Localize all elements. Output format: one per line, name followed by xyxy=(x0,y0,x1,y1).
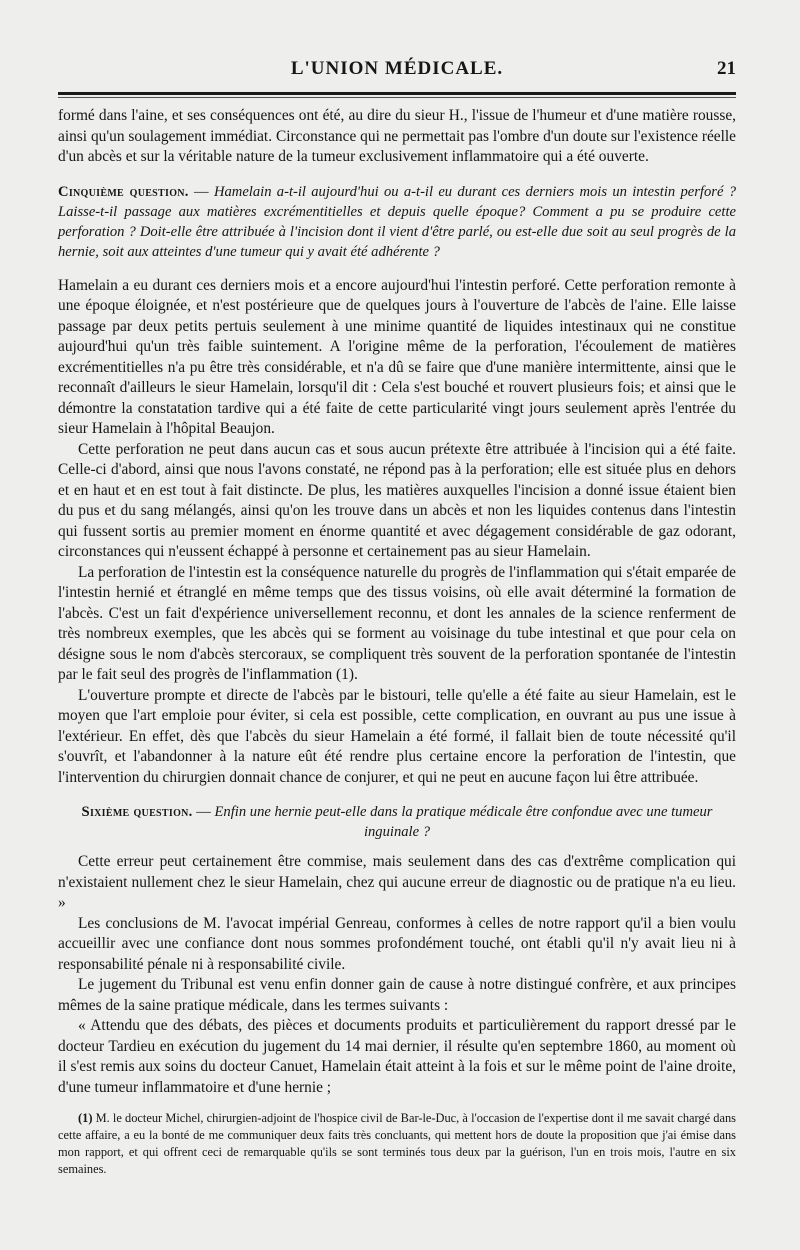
paragraph-incision: Cette perforation ne peut dans aucun cas et sous aucun prétexte être attribuée à l'incision qui a été faite. Celle-ci d'abord, ainsi que nous l'avons constaté, ne répond pas à la perforation; elle est située plus en dehors et en haut et en est tout à fait distincte. De plus, les matières auxquelles l'incision a donné issue étaient bien du pus et du sang mélangés, ainsi qu'on les trouve dans un abcès et non les liquides contenus dans l'intestin qui fussent sortis au premier moment en énorme quantité et avec dégagement considérable de gaz odorant, circonstances qui n'eussent échappé à personne et certainement pas au sieur Hamelain. xyxy=(58,440,736,560)
question-six-dash: — xyxy=(192,804,215,820)
footnote-mark: (1) xyxy=(78,1111,93,1125)
question-five-dash: — xyxy=(188,183,214,200)
header-rule-thin xyxy=(58,97,736,98)
paragraph-erreur: Cette erreur peut certainement être commise, mais seulement dans des cas d'extrême complication qui n'existaient nullement chez le sieur Hamelain, chez qui aucune erreur de diagnostic ou de pratique n'a eu lieu. » xyxy=(58,853,736,911)
question-six-label: Sixième question. xyxy=(81,804,193,820)
running-title: L'UNION MÉDICALE. xyxy=(290,58,504,79)
page-number: 21 xyxy=(717,58,736,79)
paragraph-bistouri: L'ouverture prompte et directe de l'abcès par le bistouri, telle qu'elle a été faite au sieur Hamelain, est le moyen que l'art emploie pour éviter, si cela est possible, cette complication, en ouvrant au pus une issue à l'extérieur. En effet, dès que l'abcès du sieur Hamelain a été formé, il fallait bien de toute nécessité qu'il s'ouvrît, et l'abandonner à la nature eût été rendre plus certaine encore la perforation de l'intestin, que l'intervention du chirurgien donnait chance de conjurer, et qui ne peut en aucune façon lui être attribuée. xyxy=(58,686,736,786)
paragraph-conclusions: Les conclusions de M. l'avocat impérial Genreau, conformes à celles de notre rapport qu'il a bien voulu accueillir avec une confiance dont nous sommes profondément touché, ont établi qu'il n'y avait lieu ni à responsabilité pénale ni à responsabilité civile. xyxy=(58,914,736,973)
page-header xyxy=(58,58,736,86)
paragraph-attendu: « Attendu que des débats, des pièces et documents produits et particulièrement du rapport dressé par le docteur Tardieu en exécution du jugement du 14 mai dernier, il résulte qu'en septembre 1860, au moment où il s'est remis aux soins du docteur Canuet, Hamelain était atteint à la fois et sur le même point de l'aine droite, d'une tumeur inflammatoire et d'une hernie ; xyxy=(58,1017,736,1096)
question-six xyxy=(58,802,736,842)
body-text xyxy=(58,106,736,1178)
paragraph-continuation: formé dans l'aine, et ses conséquences ont été, au dire du sieur H., l'issue de l'humeur et d'une matière rousse, ainsi qu'un soulagement immédiat. Circonstance qui ne permettait pas l'ombre d'un doute sur l'existence réelle d'un abcès et sur la véritable nature de la tumeur exclusivement inflammatoire qui a été ouverte. xyxy=(58,107,736,165)
paragraph-jugement: Le jugement du Tribunal est venu enfin donner gain de cause à notre distingué confrère, et aux principes mêmes de la saine pratique médicale, dans les termes suivants : xyxy=(58,976,736,1014)
footnote xyxy=(58,1110,736,1178)
paragraph-inflammation: La perforation de l'intestin est la conséquence naturelle du progrès de l'inflammation qui s'était emparée de l'intestin hernié et étranglé en même temps que des tissus voisins, où elle avait déterminé la formation de l'abcès. C'est un fait d'expérience universellement reconnu, et dont les annales de la science renferment de très nombreux exemples, que les abcès qui se forment au voisinage du tube intestinal et que pour cela on désigne sous le nom d'abcès stercoraux, se compliquent très souvent de la perforation spontanée de l'intestin par le fait seul des progrès de l'inflammation (1). xyxy=(58,563,736,683)
paragraph-perforation: Hamelain a eu durant ces derniers mois et a encore aujourd'hui l'intestin perforé. Cette perforation remonte à une époque éloignée, et n'est postérieure que de quelques jours à l'ouverture de l'abcès de l'aine. Elle laisse passage par deux petits pertuis seulement à une minime quantité de liquides intestinaux qui ne constitue aujourd'hui qu'un très faible suintement. A l'origine même de la perforation, l'écoulement de matières excrémentitielles n'a pu être très considérable, et n'a dû se faire que d'une manière intermittente, ainsi que le reconnaît d'ailleurs le sieur Hamelain, lorsqu'il dit : Cela s'est bouché et rouvert plusieurs fois; et ainsi que le démontre la constatation tardive qui a été faite de cette particularité vingt jours seulement après l'entrée du sieur Hamelain à l'hôpital Beaujon. xyxy=(58,276,736,437)
question-five xyxy=(58,182,736,262)
question-five-text: Hamelain a-t-il aujourd'hui ou a-t-il eu durant ces derniers mois un intestin perforé ? Laisse-t-il passage aux matières excrémentitielles et depuis quelle époque? Comment a pu se produire cette perforation ? Doit-elle être attribuée à l'incision dont il vient d'être parlé, ou est-elle due soit au seul progrès de la hernie, soit aux atteintes d'une tumeur qui y avait été adhérente ? xyxy=(58,183,737,260)
header-rule xyxy=(58,92,736,95)
footnote-text: M. le docteur Michel, chirurgien-adjoint de l'hospice civil de Bar-le-Duc, à l'occasion de l'expertise dont il me savait chargé dans cette affaire, a eu la bonté de me communiquer deux faits très concluants, qui mettent hors de doute la proposition que j'ai émise dans mon rapport, et qui offrent ceci de remarquable qu'ils se sont terminés tous deux par la guérison, l'un en trois mois, l'autre en six semaines. xyxy=(58,1111,736,1176)
question-six-text: Enfin une hernie peut-elle dans la pratique médicale être confondue avec une tumeur inguinale ? xyxy=(214,804,713,840)
question-five-label: Cinquième question. xyxy=(58,183,189,200)
